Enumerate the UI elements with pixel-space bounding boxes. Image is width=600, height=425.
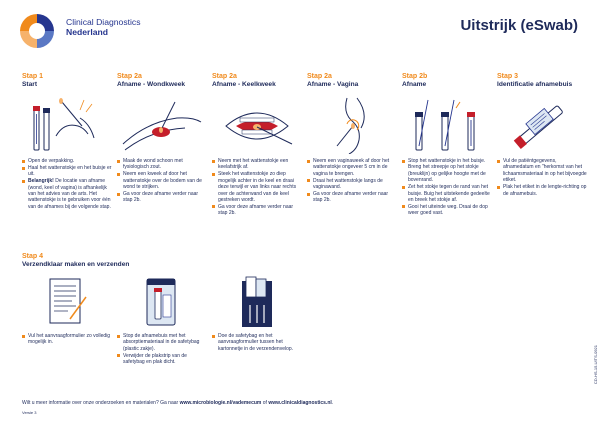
bullet-lead: Belangrijk! xyxy=(28,178,54,185)
company-logo xyxy=(17,11,57,51)
bullet-text: Verwijder de plakstrip van de safetybag en plak dicht. xyxy=(123,352,187,366)
list-item xyxy=(22,165,112,178)
step-title: Afname - Vagina xyxy=(307,81,359,88)
list-item xyxy=(402,204,492,217)
label-tube-icon xyxy=(497,96,587,154)
document-title: Uitstrijk (eSwab) xyxy=(460,17,578,34)
bullet-text: Gooi het uiteinde weg. Draai de dop weer goed vast. xyxy=(408,203,488,217)
step-2a-throat-instructions xyxy=(212,158,302,217)
step-number: Stap 4 xyxy=(22,253,44,260)
bullet-text: Neem een kweek af door het wattenstokje over de bodem van de wond te strijken. xyxy=(123,171,202,191)
bullet-icon xyxy=(402,186,405,189)
safety-bag-icon xyxy=(117,275,207,333)
bullet-text: Draai het wattenstokje langs de vaginawand. xyxy=(313,177,383,191)
list-item xyxy=(307,178,397,191)
step-2a-vagina-heading xyxy=(307,73,397,89)
brand-line-1: Clinical Diagnostics xyxy=(66,17,141,27)
bullet-text: Neem met het wattenstokje een keelafstrijk af. xyxy=(218,158,289,171)
step-number: Stap 2a xyxy=(307,73,332,80)
step-1-instructions xyxy=(22,158,112,211)
bullet-icon xyxy=(307,179,310,182)
bullet-icon xyxy=(307,193,310,196)
vaginal-swab-icon xyxy=(307,96,397,154)
request-form-icon xyxy=(22,275,112,333)
bullet-icon xyxy=(212,173,215,176)
bullet-icon xyxy=(117,193,120,196)
footer-info xyxy=(22,400,333,406)
bullet-text: Stop de afnamebuis met het absorptiemateriaal in de safetybag (plastic zakje). xyxy=(123,333,200,352)
list-item xyxy=(212,204,302,217)
list-item xyxy=(22,158,112,164)
mailing-envelope-icon xyxy=(212,275,302,333)
throat-swab-icon xyxy=(212,96,302,154)
bullet-icon xyxy=(22,180,25,183)
vademecum-link[interactable]: www.microbiologie.nl/vademecum xyxy=(179,400,262,406)
list-item xyxy=(22,178,112,210)
swab-into-tube-icon xyxy=(402,96,492,154)
brand-line-2: Nederland xyxy=(66,27,109,37)
list-item xyxy=(117,171,207,190)
list-item xyxy=(212,333,302,352)
bullet-icon xyxy=(117,160,120,163)
bullet-text: Doe de safetybag en het aanvraagformulier tussen het kartonnetje in de verzendenvelop. xyxy=(218,333,294,352)
step-3-instructions xyxy=(497,158,587,197)
document-code: CD-HS-15-UITS-0921 xyxy=(593,345,598,385)
step-2b-heading xyxy=(402,73,492,89)
bullet-text: Zet het stokje tegen de rand van het buisje. Buig het uitstekende gedeelte en breek het stokje af. xyxy=(408,184,490,203)
bullet-text: Vul de patiëntgegevens, afnamedatum en "herkomst van het lichaamsmateriaal in op het bijvoegde etiket. xyxy=(503,158,587,184)
bullet-text: Stop het wattenstokje in het buisje. Breng het streepje op het stokje (breuklijn) op gelijke hoogte met de bovenrand. xyxy=(408,158,486,184)
step-2a-throat-heading xyxy=(212,73,302,89)
bullet-icon xyxy=(212,335,215,338)
bullet-icon xyxy=(22,160,25,163)
step-1-heading xyxy=(22,73,112,89)
bullet-text: Steek het wattenstokje zo diep mogelijk achter in de keel en draai deze terwijl er van links naar rechts over de achterwand van de keel gestreken wordt. xyxy=(218,171,297,203)
bullet-icon xyxy=(497,160,500,163)
step-2b-instructions xyxy=(402,158,492,217)
bullet-icon xyxy=(402,160,405,163)
list-item xyxy=(497,184,587,197)
step-number: Stap 2a xyxy=(117,73,142,80)
list-item xyxy=(402,158,492,184)
step-title: Identificatie afnamebuis xyxy=(497,81,573,88)
step-4-form-instructions xyxy=(22,333,112,346)
list-item xyxy=(117,353,207,366)
bullet-text: Plak het etiket in de lengte-richting op de afnamebuis. xyxy=(503,184,587,197)
bullet-icon xyxy=(117,173,120,176)
bullet-text: Haal het wattenstokje en het buisje er uit. xyxy=(28,164,112,178)
step-title: Afname xyxy=(402,81,427,88)
step-2a-wound-heading xyxy=(117,73,207,89)
bullet-icon xyxy=(117,335,120,338)
step-title: Afname - Keelkweek xyxy=(212,81,276,88)
list-item xyxy=(212,158,302,171)
bullet-icon xyxy=(22,335,25,338)
step-2a-vagina-instructions xyxy=(307,158,397,204)
bullet-text: Neem een vaginaweek af door het wattenstokje ongeveer 5 cm in de vagina te brengen. xyxy=(313,158,390,177)
bullet-icon xyxy=(212,160,215,163)
step-4-heading xyxy=(22,253,129,269)
step-4-envelope-instructions xyxy=(212,333,302,353)
bullet-icon xyxy=(307,160,310,163)
bullet-icon xyxy=(497,186,500,189)
swab-tubes-hands-icon xyxy=(22,96,112,154)
wound-swab-icon xyxy=(117,96,207,154)
step-number: Stap 1 xyxy=(22,73,44,80)
bullet-text: Open de verpakking. xyxy=(28,158,75,164)
step-4-bag-instructions xyxy=(117,333,207,366)
bullet-text: De locatie van afname (wond, keel of vagina) is afhankelijk van het advies van de arts. Het wattenstokje is te gebruiken voor één van de afnames bij de volgende stap. xyxy=(28,178,111,210)
brand-name xyxy=(66,17,141,37)
footer-text: of xyxy=(261,400,269,406)
list-item xyxy=(402,184,492,203)
list-item xyxy=(117,333,207,352)
step-title: Afname - Wondkweek xyxy=(117,81,186,88)
version-label: Versie 3 xyxy=(22,410,37,415)
list-item xyxy=(212,171,302,203)
website-link[interactable]: www.clinicaldiagnostics.nl xyxy=(268,400,332,406)
list-item xyxy=(497,158,587,184)
list-item xyxy=(307,191,397,204)
bullet-icon xyxy=(117,354,120,357)
list-item xyxy=(22,333,112,346)
bullet-text: Vul het aanvraagformulier zo volledig mogelijk in. xyxy=(28,333,111,346)
list-item xyxy=(117,191,207,204)
step-2a-wound-instructions xyxy=(117,158,207,204)
footer-text: . xyxy=(331,400,334,406)
list-item xyxy=(307,158,397,177)
list-item xyxy=(117,158,207,171)
bullet-icon xyxy=(212,205,215,208)
bullet-icon xyxy=(402,205,405,208)
bullet-text: Maak de wond schoon met fysiologisch zout. xyxy=(123,158,183,171)
step-number: Stap 2a xyxy=(212,73,237,80)
bullet-icon xyxy=(22,167,25,170)
bullet-text: Ga voor deze afname verder naar stap 2b. xyxy=(218,203,294,217)
step-number: Stap 2b xyxy=(402,73,428,80)
step-title: Start xyxy=(22,81,38,88)
footer-text: Wilt u meer informatie over onze onderzoeken en materialen? Ga naar xyxy=(22,400,180,406)
step-title: Verzendklaar maken en verzenden xyxy=(22,261,130,268)
bullet-text: Ga voor deze afname verder naar stap 2b. xyxy=(123,191,199,204)
step-3-heading xyxy=(497,73,587,89)
step-number: Stap 3 xyxy=(497,73,519,80)
bullet-text: Ga voor deze afname verder naar stap 2b. xyxy=(313,191,389,204)
